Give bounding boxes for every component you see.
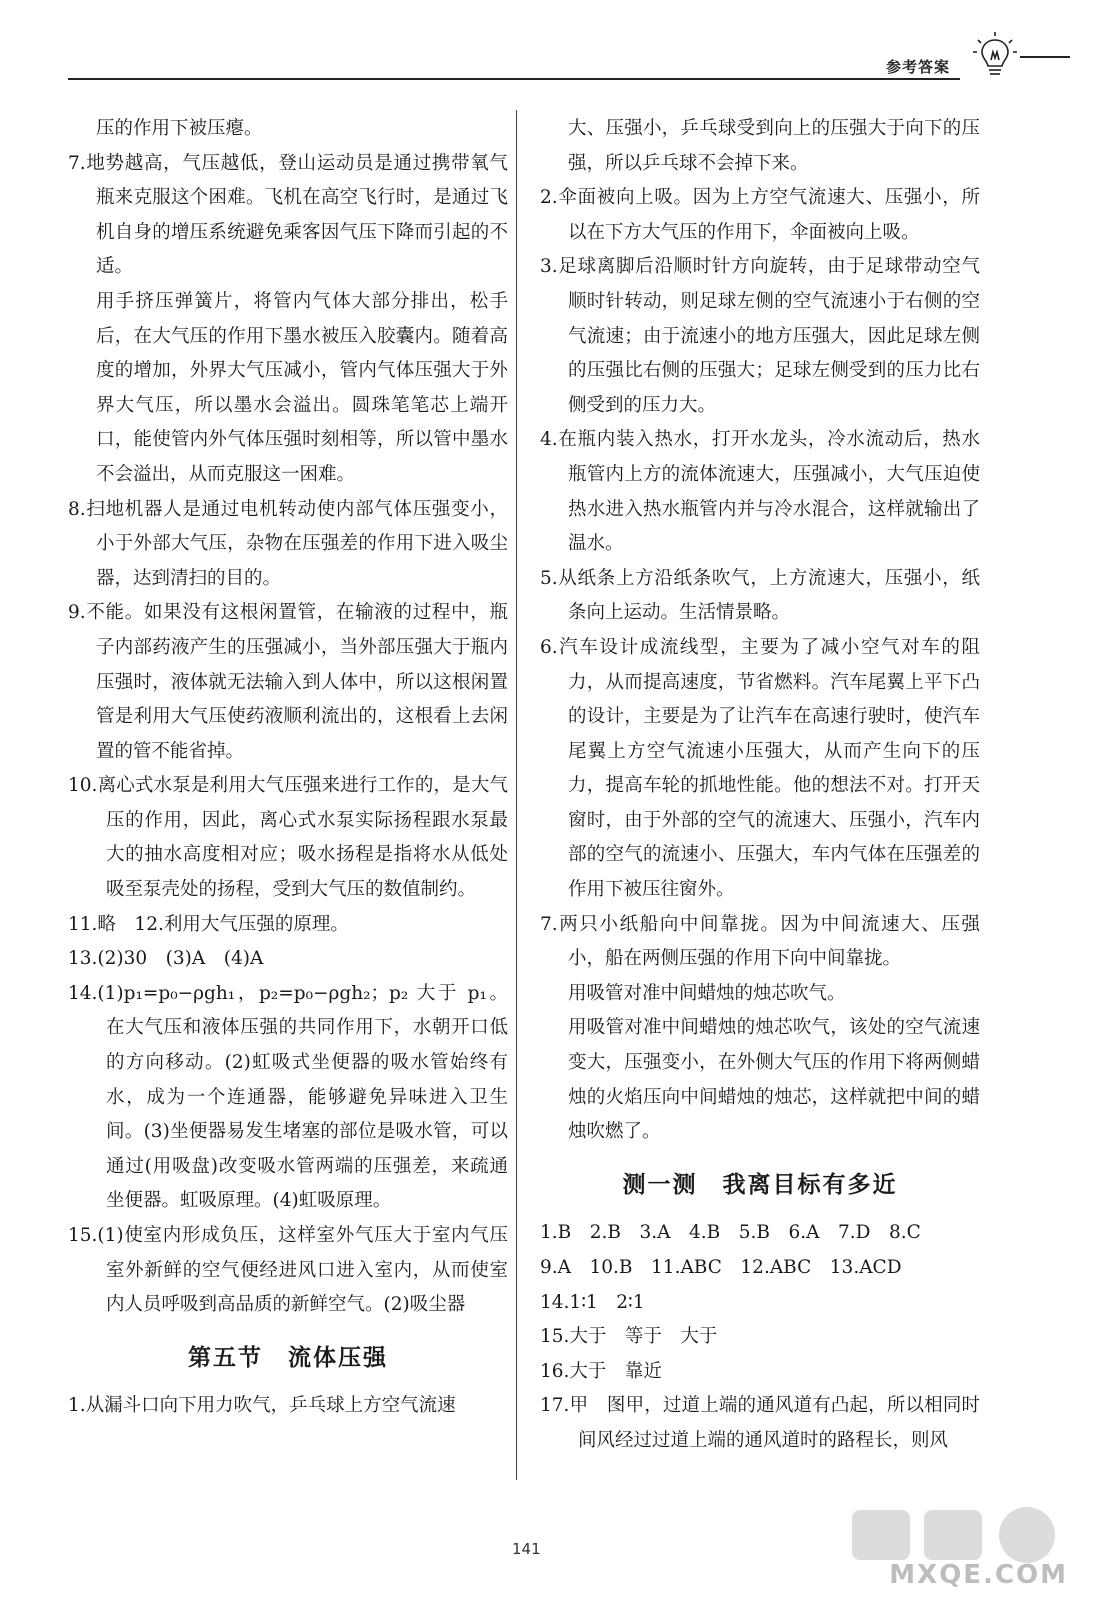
answer-paragraph: 用吸管对准中间蜡烛的烛芯吹气。 [568, 982, 846, 1004]
answer-paragraph: 2.伞面被向上吸。因为上方空气流速大、压强小，所以在下方大气压的作用下，伞面被向上吸。 [540, 187, 980, 243]
answer-paragraph: 1.从漏斗口向下用力吹气，乒乓球上方空气流速 [68, 1395, 456, 1417]
answer-paragraph: 3.足球离脚后沿顺时针方向旋转，由于足球带动空气顺时针转动，则足球左侧的空气流速小于右侧的空气流速；由于流速小的地方压强大，因此足球左侧的压强比右侧的压强大；足球左侧受到的压力比右侧受到的压力大。 [540, 256, 980, 416]
answer-paragraph: 4.在瓶内装入热水，打开水龙头，冷水流动后，热水瓶管内上方的流体流速大，压强减小，大气压迫使热水进入热水瓶管内并与冷水混合，这样就输出了温水。 [540, 429, 980, 555]
watermark-text: MXQE.COM [889, 1560, 1068, 1590]
answer-paragraph: 8.扫地机器人是通过电机转动使内部气体压强变小，小于外部大气压，杂物在压强差的作用下进入吸尘器，达到清扫的目的。 [68, 498, 508, 589]
left-column [68, 112, 508, 1424]
answer-paragraph: 7.两只小纸船向中间靠拢。因为中间流速大、压强小，船在两侧压强的作用下向中间靠拢。 [540, 913, 980, 970]
answer-paragraph: 11.略 12.利用大气压强的原理。 [68, 913, 349, 935]
answer-paragraph: 14.1∶1 2∶1 [540, 1291, 645, 1313]
header-rule [68, 78, 960, 80]
answer-paragraph: 用手挤压弹簧片，将管内气体大部分排出，松手后，在大气压的作用下墨水被压入胶囊内。随着高度的增加，外界大气压减小，管内气体压强大于外界大气压，所以墨水会溢出。圆珠笔笔芯上端开口，能使管内外气体压强时刻相等，所以管中墨水不会溢出，从而克服这一困难。 [96, 290, 508, 485]
column-divider [516, 110, 517, 1480]
answer-paragraph: 9.不能。如果没有这根闲置管，在输液的过程中，瓶子内部药液产生的压强减小，当外部压强大于瓶内压强时，液体就无法输入到人体中，所以这根闲置管是利用大气压使药液顺利流出的，这根看上去闲置的管不能省掉。 [68, 602, 508, 762]
section-title: 测一测 我离目标有多近 [622, 1171, 898, 1198]
answer-paragraph: 9.A 10.B 11.ABC 12.ABC 13.ACD [540, 1257, 902, 1278]
answer-paragraph: 1.B 2.B 3.A 4.B 5.B 6.A 7.D 8.C [540, 1222, 921, 1244]
answer-paragraph: 大、压强小，乒乓球受到向上的压强大于向下的压强，所以乒乓球不会掉下来。 [568, 118, 980, 174]
header-label: 参考答案 [885, 58, 950, 76]
page-number: 141 [512, 1540, 541, 1558]
answer-paragraph: 7.地势越高，气压越低，登山运动员是通过携带氧气瓶来克服这个困难。飞机在高空飞行时，是通过飞机自身的增压系统避免乘客因气压下降而引起的不适。 [68, 152, 508, 278]
answer-paragraph: 13.(2)30 (3)A (4)A [68, 948, 264, 970]
answer-paragraph: 用吸管对准中间蜡烛的烛芯吹气，该处的空气流速变大，压强变小，在外侧大气压的作用下将两侧蜡烛的火焰压向中间蜡烛的烛芯，这样就把中间的蜡烛吹燃了。 [568, 1017, 980, 1143]
answer-paragraph: 15.(1)使室内形成负压，这样室外气压大于室内气压室外新鲜的空气便经进风口进入室内，从而使室内人员呼吸到高品质的新鲜空气。(2)吸尘器 [68, 1225, 508, 1316]
answer-paragraph: 压的作用下被压瘪。 [96, 118, 263, 139]
section-title: 第五节 流体压强 [188, 1344, 388, 1371]
page-header [68, 26, 1070, 82]
answer-paragraph: 14.(1)p₁=p₀−ρgh₁，p₂=p₀−ρgh₂；p₂ 大于 p₁。在大气压和液体压强的共同作用下，水朝开口低的方向移动。(2)虹吸式坐便器的吸水管始终有水，成为一个连通器，能够避免异味进入卫生间。(3)坐便器易发生堵塞的部位是吸水管，可以通过(用吸盘)改变吸水管两端的压强差，来疏通坐便器。虹吸原理。(4)虹吸原理。 [68, 982, 508, 1212]
lightbulb-icon [972, 30, 1018, 80]
header-tail-rule [1020, 56, 1070, 58]
answer-paragraph: 10.离心式水泵是利用大气压强来进行工作的，是大气压的作用，因此，离心式水泵实际扬程跟水泵最大的抽水高度相对应；吸水扬程是指将水从低处吸至泵壳处的扬程，受到大气压的数值制约。 [68, 775, 508, 901]
answer-paragraph: 5.从纸条上方沿纸条吹气，上方流速大，压强小，纸条向上运动。生活情景略。 [540, 567, 980, 624]
answer-paragraph: 15.大于 等于 大于 [540, 1326, 718, 1348]
answer-paragraph: 17.甲 图甲，过道上端的通风道有凸起，所以相同时间风经过过道上端的通风道时的路程长，则风 [540, 1395, 980, 1451]
right-column [540, 112, 980, 1459]
answer-paragraph: 16.大于 靠近 [540, 1360, 662, 1382]
answer-paragraph: 6.汽车设计成流线型，主要为了减小空气对车的阻力，从而提高速度，节省燃料。汽车尾翼上平下凸的设计，主要是为了让汽车在高速行驶时，使汽车尾翼上方空气流速小压强大，从而产生向下的压力，提高车轮的抓地性能。他的想法不对。打开天窗时，由于外部的空气的流速大、压强小，汽车内部的空气的流速小、压强大，车内气体在压强差的作用下被压往窗外。 [540, 636, 980, 901]
